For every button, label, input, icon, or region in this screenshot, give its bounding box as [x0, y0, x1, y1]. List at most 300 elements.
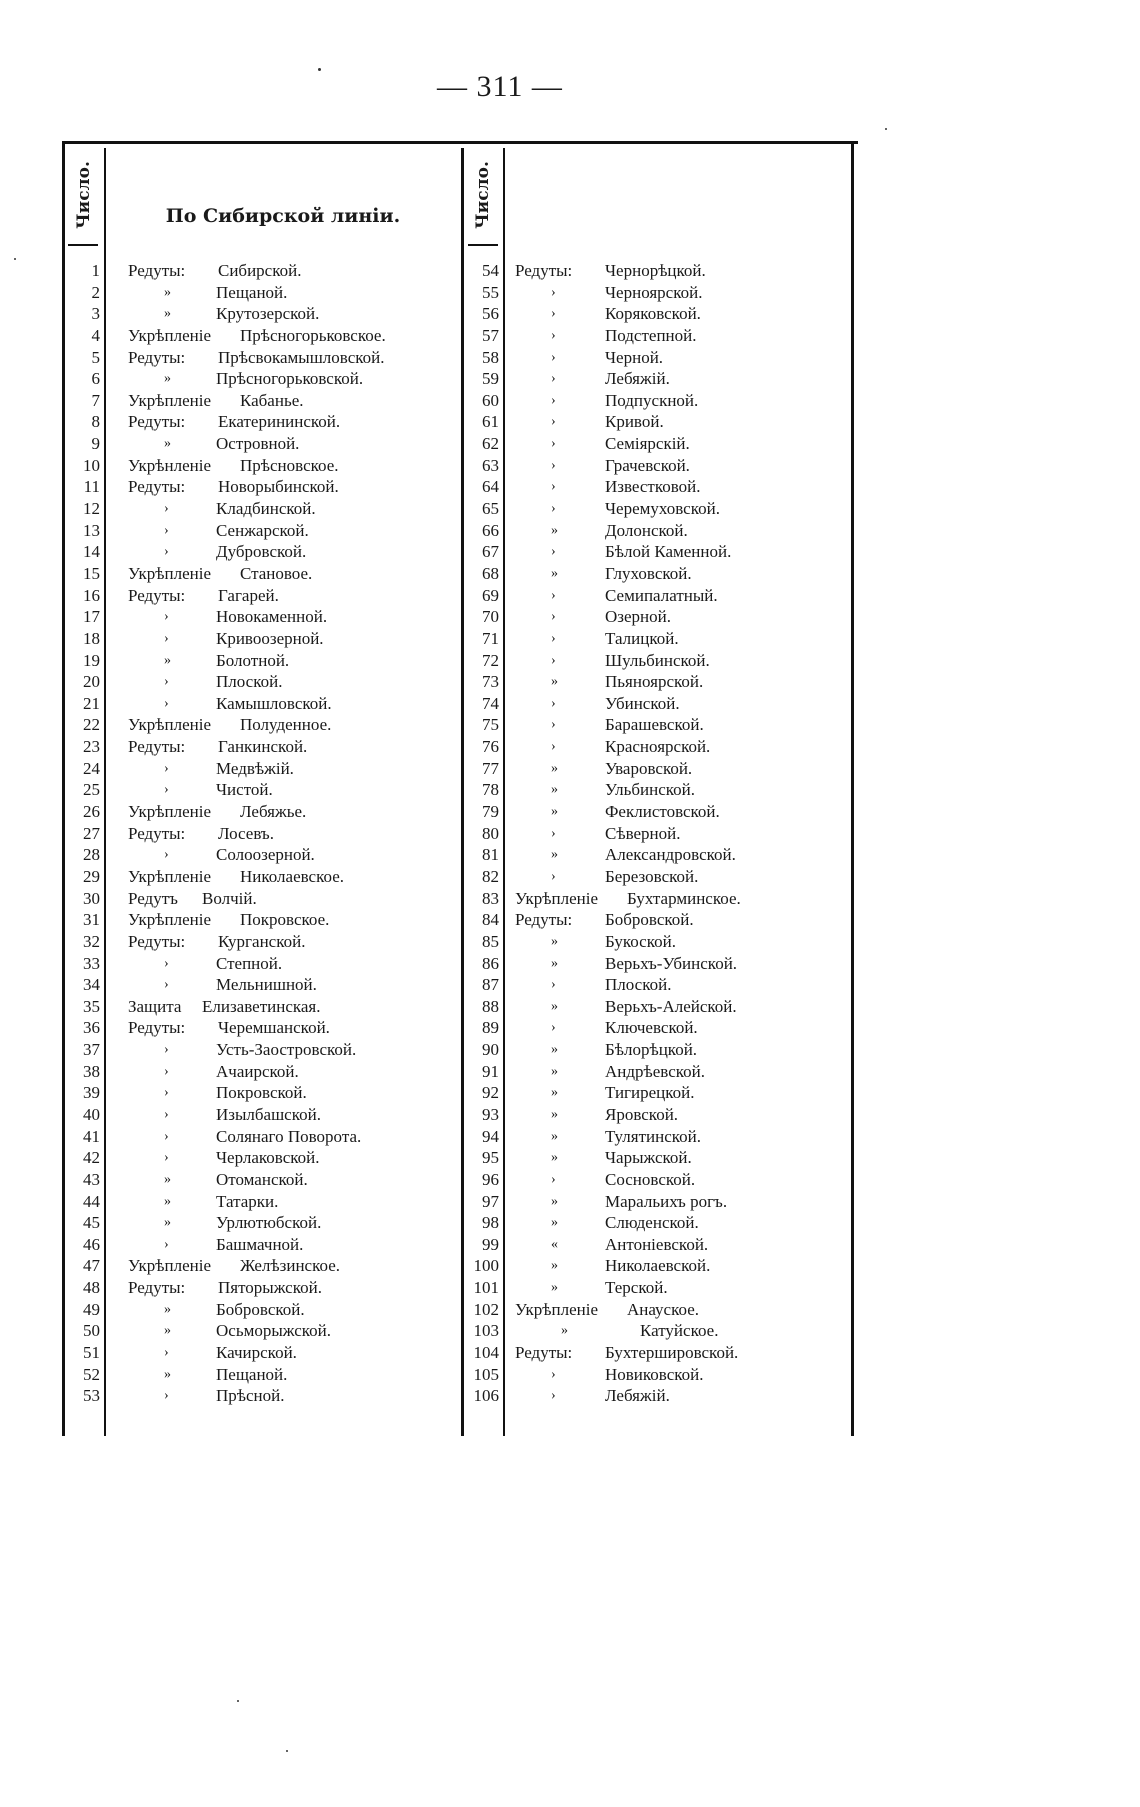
fortification-name: Медвѣжій. [216, 758, 294, 778]
row-number: 53 [83, 1386, 100, 1406]
fortification-name: Волчій. [202, 888, 257, 908]
table-row [62, 1061, 462, 1083]
table-row [62, 325, 462, 347]
page-number: — 311 — [437, 70, 563, 103]
fortification-name: Кладбинской. [216, 499, 316, 519]
fortification-type: Редуты: [128, 412, 186, 432]
table-row [461, 866, 853, 888]
table-row [62, 606, 462, 628]
row-number: 82 [482, 866, 499, 886]
row-number: 52 [83, 1364, 100, 1384]
ditto-mark: › [551, 630, 556, 646]
ditto-mark: » [551, 1063, 558, 1079]
fortification-type: Редуты: [128, 477, 186, 497]
table-row [461, 714, 853, 736]
fortification-type: Редуты: [128, 823, 186, 843]
row-number: 91 [482, 1061, 499, 1081]
fortification-name: Красноярской. [605, 737, 711, 757]
table-row [62, 1277, 462, 1299]
row-number: 42 [83, 1148, 100, 1168]
fortification-name: Новорыбинской. [218, 477, 339, 497]
ditto-mark: › [551, 1366, 556, 1382]
table-row [461, 931, 853, 953]
fortification-name: Урлютюбской. [216, 1213, 322, 1233]
row-number: 4 [91, 325, 100, 345]
row-number: 71 [482, 628, 499, 648]
ditto-mark: › [551, 349, 556, 365]
row-number: 79 [482, 802, 499, 822]
fortification-type: Редуты: [128, 347, 186, 367]
row-number: 80 [482, 823, 499, 843]
right-row-list [461, 260, 853, 1407]
ditto-mark: » [551, 804, 558, 820]
row-number: 94 [482, 1126, 499, 1146]
ditto-mark: › [551, 392, 556, 408]
table-row [62, 1104, 462, 1126]
fortification-name: Осьморыжской. [216, 1321, 331, 1341]
ditto-mark: » [551, 1128, 558, 1144]
row-number: 49 [83, 1299, 100, 1319]
fortification-name: Озерной. [605, 607, 671, 627]
table-row [461, 1169, 853, 1191]
row-number: 92 [482, 1083, 499, 1103]
ditto-mark: › [164, 782, 169, 798]
table-row [461, 1385, 853, 1407]
table-row [461, 1342, 853, 1364]
ditto-mark: › [551, 371, 556, 387]
row-number: 26 [83, 802, 100, 822]
fortification-name: Чарыжской. [605, 1148, 692, 1168]
fortification-name: Степной. [216, 953, 283, 973]
ditto-mark: › [551, 306, 556, 322]
fortification-name: Усть-Заостровской. [216, 1040, 357, 1060]
ditto-mark: » [551, 933, 558, 949]
table-row [461, 455, 853, 477]
table-row [461, 433, 853, 455]
table-row [62, 1385, 462, 1407]
row-number: 85 [482, 931, 499, 951]
ditto-mark: » [164, 436, 171, 452]
ditto-mark: › [164, 609, 169, 625]
table-row [461, 823, 853, 845]
fortification-name: Пяторыжской. [218, 1278, 322, 1298]
row-number: 50 [83, 1321, 100, 1341]
fortification-name: Верьхъ-Алейской. [605, 996, 737, 1016]
fortification-name: Качирской. [216, 1343, 297, 1363]
ditto-mark: › [164, 695, 169, 711]
table-row [461, 1255, 853, 1277]
row-number: 31 [83, 910, 100, 930]
fortification-type: Редуты: [128, 931, 186, 951]
fortification-name: Коряковской. [605, 304, 701, 324]
table-row [461, 1126, 853, 1148]
fortification-name: Гагарей. [218, 585, 279, 605]
fortification-name: Чернорѣцкой. [605, 261, 706, 280]
table-row [461, 368, 853, 390]
fortification-name: Островной. [216, 434, 300, 454]
ditto-mark: › [551, 652, 556, 668]
ditto-mark: » [164, 1301, 171, 1317]
row-number: 55 [482, 282, 499, 302]
fortification-name: Болотной. [216, 650, 290, 670]
table-row [62, 1234, 462, 1256]
left-header-separator [68, 244, 98, 246]
fortification-name: Мельнишной. [216, 975, 317, 995]
row-number: 41 [83, 1126, 100, 1146]
table-row [62, 1126, 462, 1148]
table-row [461, 996, 853, 1018]
fortification-name: Черноярской. [605, 282, 703, 302]
ditto-mark: › [164, 1388, 169, 1404]
table-row [62, 671, 462, 693]
row-number: 67 [482, 542, 499, 562]
row-number: 25 [83, 780, 100, 800]
table-row [62, 476, 462, 498]
row-number: 19 [83, 650, 100, 670]
fortification-name: Андрѣевской. [605, 1061, 706, 1081]
fortification-name: Новокаменной. [216, 607, 328, 627]
table-row [62, 282, 462, 304]
ditto-mark: › [551, 457, 556, 473]
table-row [62, 844, 462, 866]
fortification-name: Солоозерной. [216, 845, 315, 865]
table-row [461, 779, 853, 801]
row-number: 76 [482, 737, 499, 757]
fortification-type: Укрѣпленіе [128, 325, 212, 345]
fortification-name: Долонской. [605, 520, 688, 540]
fortification-name: Терской. [605, 1278, 668, 1298]
row-number: 8 [91, 412, 100, 432]
fortification-name: Становое. [240, 563, 313, 583]
ditto-mark: » [551, 1150, 558, 1166]
ditto-mark: › [164, 522, 169, 538]
ditto-mark: » [551, 1193, 558, 1209]
table-row [62, 260, 462, 282]
ditto-mark: › [551, 825, 556, 841]
ditto-mark: › [164, 1150, 169, 1166]
fortification-name: Анауское. [627, 1299, 700, 1319]
row-number: 12 [83, 499, 100, 519]
table-row [461, 1234, 853, 1256]
ditto-mark: › [551, 436, 556, 452]
table-row [461, 498, 853, 520]
row-number: 21 [83, 693, 100, 713]
row-number: 51 [83, 1343, 100, 1363]
fortification-type: Укрѣпленіе [128, 390, 212, 410]
fortification-type: Укрѣпленіе [128, 715, 212, 735]
row-number: 81 [482, 845, 499, 865]
ditto-mark: › [164, 1236, 169, 1252]
row-number: 27 [83, 823, 100, 843]
fortification-name: Кабанье. [240, 390, 304, 410]
ditto-mark: › [164, 674, 169, 690]
fortification-name: Пещаной. [216, 1364, 288, 1384]
ditto-mark: » [551, 1258, 558, 1274]
fortification-name: Александровской. [605, 845, 736, 865]
table-row [62, 693, 462, 715]
table-row [461, 1277, 853, 1299]
table-row [461, 1104, 853, 1126]
table-row [62, 1169, 462, 1191]
row-number: 75 [482, 715, 499, 735]
row-number: 89 [482, 1018, 499, 1038]
fortification-name: Лебяжій. [605, 1386, 670, 1406]
row-number: 39 [83, 1083, 100, 1103]
table-row [461, 476, 853, 498]
ditto-mark: » [551, 674, 558, 690]
ditto-mark: » [551, 1280, 558, 1296]
table-row [461, 1082, 853, 1104]
row-number: 95 [482, 1148, 499, 1168]
fortification-name: Букоской. [605, 931, 676, 951]
row-number: 23 [83, 737, 100, 757]
table-row [461, 282, 853, 304]
table-row [461, 974, 853, 996]
row-number: 20 [83, 672, 100, 692]
table-row [461, 844, 853, 866]
fortification-name: Прѣсногорьковской. [216, 369, 364, 389]
fortification-type: Укрѣпленіе [515, 888, 599, 908]
ditto-mark: » [164, 652, 171, 668]
scan-speck [14, 258, 16, 260]
fortification-name: Сибирской. [218, 261, 302, 280]
table-row [461, 1364, 853, 1386]
row-number: 93 [482, 1104, 499, 1124]
fortification-type: Укрѣпленіе [515, 1299, 599, 1319]
row-number: 32 [83, 931, 100, 951]
row-number: 73 [482, 672, 499, 692]
row-number: 15 [83, 563, 100, 583]
ditto-mark: › [551, 739, 556, 755]
fortification-type: Укрѣпленіе [128, 866, 212, 886]
fortification-name: Отоманской. [216, 1169, 308, 1189]
ditto-mark: › [164, 1128, 169, 1144]
scan-speck [885, 128, 887, 130]
table-row [62, 1320, 462, 1342]
row-number: 90 [482, 1040, 499, 1060]
ditto-mark: › [551, 1171, 556, 1187]
ditto-mark: » [561, 1323, 568, 1339]
row-number: 100 [473, 1256, 499, 1276]
fortification-name: Сенжарской. [216, 520, 309, 540]
row-number: 13 [83, 520, 100, 540]
fortification-name: Бѣлорѣцкой. [605, 1040, 698, 1060]
table-row [62, 498, 462, 520]
table-row [62, 347, 462, 369]
table-row [461, 347, 853, 369]
ditto-mark: » [551, 1042, 558, 1058]
ditto-mark: » [164, 371, 171, 387]
fortification-name: Дубровской. [216, 542, 307, 562]
fortification-name: Чистой. [216, 780, 273, 800]
row-number: 37 [83, 1040, 100, 1060]
table-row [62, 520, 462, 542]
fortification-name: Екатерининской. [218, 412, 341, 432]
table-row [62, 1212, 462, 1234]
fortification-type: Редуты: [515, 910, 573, 930]
ditto-mark: › [551, 1020, 556, 1036]
ditto-mark: › [551, 717, 556, 733]
fortification-name: Курганской. [218, 931, 306, 951]
row-number: 43 [83, 1169, 100, 1189]
fortification-name: Лосевъ. [218, 823, 274, 843]
fortification-name: Лебяжье. [240, 802, 307, 822]
fortification-name: Камышловской. [216, 693, 332, 713]
fortification-name: Подстепной. [605, 325, 697, 345]
fortification-name: Яровской. [605, 1104, 679, 1124]
row-number: 48 [83, 1278, 100, 1298]
row-number: 97 [482, 1191, 499, 1211]
table-row [461, 325, 853, 347]
row-number: 24 [83, 758, 100, 778]
left-row-list [62, 260, 462, 1407]
row-number: 59 [482, 369, 499, 389]
ditto-mark: › [551, 868, 556, 884]
ditto-mark: » [551, 1106, 558, 1122]
table-row [62, 650, 462, 672]
fortification-name: Татарки. [216, 1191, 279, 1211]
row-number: 83 [482, 888, 499, 908]
fortification-type: Редуты: [128, 1278, 186, 1298]
fortification-type: Редутъ [128, 888, 178, 908]
table-row [62, 1342, 462, 1364]
ditto-mark: › [551, 479, 556, 495]
table-row [62, 953, 462, 975]
row-number: 10 [83, 455, 100, 475]
ditto-mark: › [551, 544, 556, 560]
table-top-rule [62, 141, 858, 144]
fortification-name: Прѣсногорьковское. [240, 325, 386, 345]
fortification-name: Убинской. [605, 693, 680, 713]
fortification-type: Редуты: [128, 1018, 186, 1038]
fortification-name: Плоской. [216, 672, 283, 692]
table-row [62, 541, 462, 563]
fortification-type: Укрѣнленіе [128, 455, 212, 475]
table-row [62, 909, 462, 931]
fortification-type: Укрѣпленіе [128, 802, 212, 822]
table-row [461, 1212, 853, 1234]
table-row [62, 628, 462, 650]
fortification-name: Сѣверной. [605, 823, 681, 843]
ditto-mark: › [551, 327, 556, 343]
row-number: 40 [83, 1104, 100, 1124]
ditto-mark: › [164, 1345, 169, 1361]
fortification-name: Николаевской. [605, 1256, 711, 1276]
row-number: 33 [83, 953, 100, 973]
table-row [461, 260, 853, 282]
fortification-name: Башмачной. [216, 1234, 304, 1254]
fortification-name: Николаевское. [240, 866, 344, 886]
ditto-mark: » [551, 847, 558, 863]
fortification-name: Ганкинской. [218, 737, 308, 757]
table-row [461, 563, 853, 585]
row-number: 98 [482, 1213, 499, 1233]
scan-speck [237, 1700, 239, 1702]
table-row [461, 628, 853, 650]
fortification-name: Маральихъ рогъ. [605, 1191, 728, 1211]
row-number: 103 [473, 1321, 499, 1341]
fortification-name: Плоской. [605, 975, 672, 995]
fortification-name: Уваровской. [605, 758, 693, 778]
table-row [461, 650, 853, 672]
row-number: 58 [482, 347, 499, 367]
fortification-name: Талицкой. [605, 628, 679, 648]
row-number: 9 [91, 434, 100, 454]
row-number: 29 [83, 866, 100, 886]
ditto-mark: » [164, 1366, 171, 1382]
ditto-mark: » [551, 998, 558, 1014]
fortification-name: Пещаной. [216, 282, 288, 302]
row-number: 102 [473, 1299, 499, 1319]
row-number: 77 [482, 758, 499, 778]
right-number-column-header: Число. [473, 161, 494, 229]
fortification-name: Антоніевской. [605, 1234, 709, 1254]
ditto-mark: » [164, 1171, 171, 1187]
table-row [461, 520, 853, 542]
row-number: 70 [482, 607, 499, 627]
table-row [461, 606, 853, 628]
table-row [62, 303, 462, 325]
fortification-name: Барашевской. [605, 715, 704, 735]
row-number: 54 [482, 261, 499, 280]
row-number: 66 [482, 520, 499, 540]
section-title: По Сибирской линіи. [165, 205, 401, 227]
fortification-name: Бѣлой Каменной. [605, 542, 732, 562]
ditto-mark: » [551, 1085, 558, 1101]
fortification-name: Феклистовской. [605, 802, 720, 822]
ditto-mark: › [164, 1085, 169, 1101]
fortification-name: Тулятинской. [605, 1126, 702, 1146]
row-number: 56 [482, 304, 499, 324]
table-row [62, 1364, 462, 1386]
table-row [62, 411, 462, 433]
table-row [461, 1320, 853, 1342]
table-row [62, 974, 462, 996]
ditto-mark: › [164, 1063, 169, 1079]
table-row [62, 1255, 462, 1277]
table-row [461, 801, 853, 823]
row-number: 30 [83, 888, 100, 908]
row-number: 3 [91, 304, 100, 324]
row-number: 22 [83, 715, 100, 735]
row-number: 60 [482, 390, 499, 410]
table-row [62, 1147, 462, 1169]
table-row [461, 1017, 853, 1039]
row-number: 65 [482, 499, 499, 519]
fortification-type: Укрѣпленіе [128, 1256, 212, 1276]
fortification-name: Черлаковской. [216, 1148, 320, 1168]
row-number: 96 [482, 1169, 499, 1189]
ditto-mark: › [551, 414, 556, 430]
ditto-mark: › [551, 609, 556, 625]
row-number: 11 [83, 477, 100, 497]
right-header-separator [468, 244, 498, 246]
table-row [461, 411, 853, 433]
fortification-name: Глуховской. [605, 563, 692, 583]
table-row [461, 303, 853, 325]
ditto-mark: › [551, 1388, 556, 1404]
ditto-mark: » [551, 760, 558, 776]
table-row [62, 390, 462, 412]
table-row [461, 585, 853, 607]
fortification-name: Бухтершировской. [605, 1343, 739, 1363]
table-row [461, 736, 853, 758]
fortification-type: Защита [128, 996, 182, 1016]
row-number: 78 [482, 780, 499, 800]
fortification-name: Ульбинской. [605, 780, 695, 800]
table-row [461, 953, 853, 975]
fortification-name: Грачевской. [605, 455, 690, 475]
